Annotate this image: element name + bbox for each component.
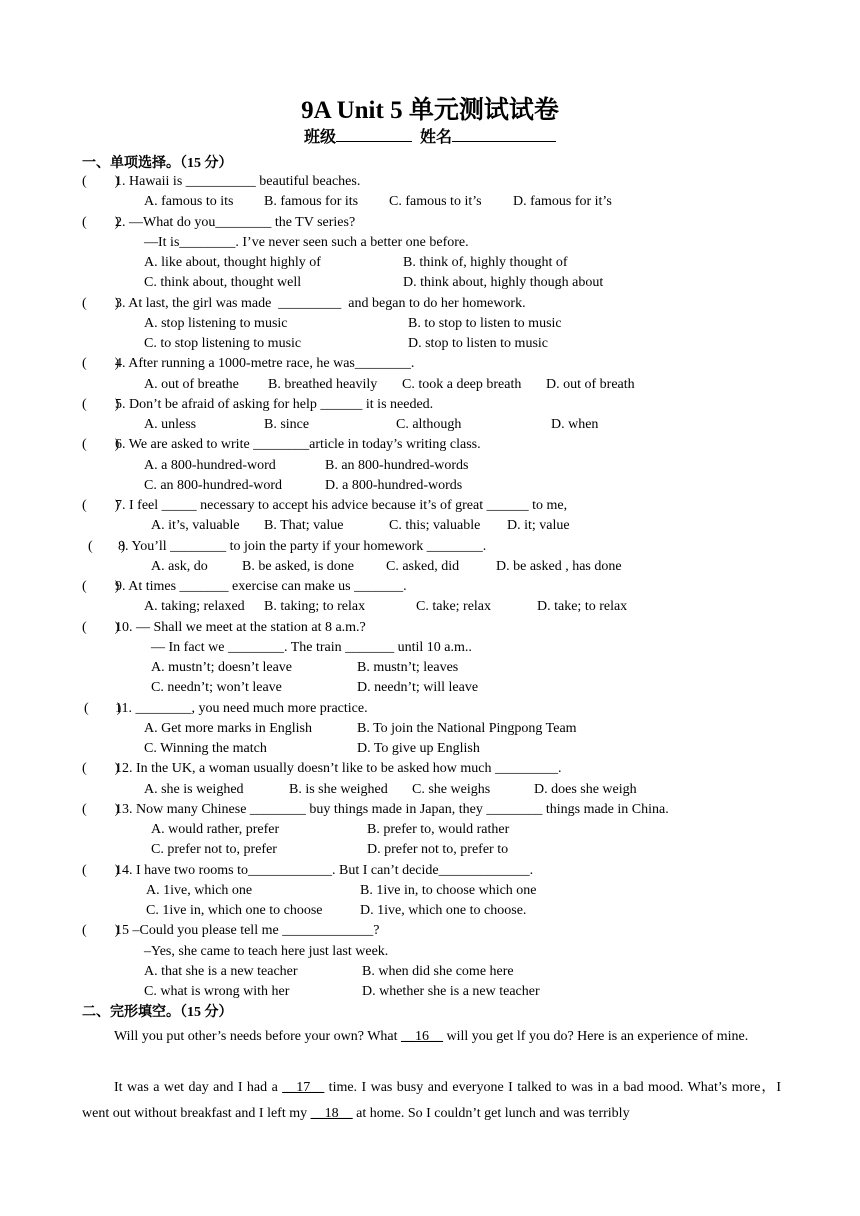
option-a[interactable]: A. it’s, valuable [151, 518, 240, 534]
option-c[interactable]: C. this; valuable [389, 518, 481, 534]
option-a[interactable]: A. taking; relaxed [144, 599, 245, 615]
option-a[interactable]: A. that she is a new teacher [144, 963, 298, 979]
option-c[interactable]: C. prefer not to, prefer [151, 842, 277, 858]
question-dialogue-line: –Yes, she came to teach here just last week. [144, 943, 389, 959]
answer-bracket[interactable]: ( ) [82, 356, 120, 372]
option-b[interactable]: B. an 800-hundred-words [325, 457, 469, 473]
answer-bracket[interactable]: ( ) [82, 761, 120, 777]
option-c[interactable]: C. took a deep breath [402, 376, 522, 392]
question-stem: 12. In the UK, a woman usually doesn’t like to be asked how much _________. [115, 761, 562, 777]
answer-bracket[interactable]: ( ) [84, 700, 122, 716]
option-a[interactable]: A. famous to its [144, 194, 234, 210]
page-title: 9A Unit 5 单元测试试卷 [301, 97, 559, 124]
question-stem: 10. — Shall we meet at the station at 8 a.m.? [115, 619, 366, 635]
option-a[interactable]: A. 1ive, which one [146, 882, 253, 898]
option-b[interactable]: B. is she weighed [289, 781, 388, 797]
question-stem: 8. You’ll ________ to join the party if your homework ________. [118, 538, 487, 554]
answer-bracket[interactable]: ( ) [82, 801, 120, 817]
option-c[interactable]: C. what is wrong with her [144, 984, 290, 999]
answer-bracket[interactable]: ( ) [82, 174, 120, 189]
question-stem: 4. After running a 1000-metre race, he was________. [115, 356, 415, 372]
option-b[interactable]: B. think of, highly thought of [403, 255, 568, 270]
option-b[interactable]: B. when did she come here [362, 963, 514, 979]
cloze-blank-17[interactable]: __17__ [282, 1080, 325, 1095]
option-b[interactable]: B. famous for its [264, 194, 359, 210]
option-b[interactable]: B. to stop to listen to music [408, 315, 562, 331]
option-d[interactable]: D. does she weigh [534, 781, 637, 797]
option-c[interactable]: C. needn’t; won’t leave [151, 680, 282, 696]
option-b[interactable]: B. taking; to relax [264, 599, 366, 615]
option-d[interactable]: D. famous for it’s [513, 194, 612, 210]
option-d[interactable]: D. a 800-hundred-words [325, 477, 463, 493]
answer-bracket[interactable]: ( ) [82, 923, 120, 939]
option-a[interactable]: A. she is weighed [144, 781, 244, 797]
question-stem: 2. —What do you________ the TV series? [115, 214, 356, 230]
question-stem: 15 –Could you please tell me _____________? [115, 923, 380, 939]
name-label: 姓名 [420, 129, 453, 146]
option-c[interactable]: C. 1ive in, which one to choose [146, 903, 323, 918]
cloze-paragraph-2 [82, 1075, 781, 1127]
option-d[interactable]: D. when [551, 417, 599, 432]
answer-bracket[interactable]: ( ) [88, 538, 126, 554]
question-stem: 11. ________, you need much more practice. [115, 700, 368, 716]
name-blank[interactable] [452, 127, 556, 142]
option-d[interactable]: D. take; to relax [537, 599, 628, 615]
option-a[interactable]: A. stop listening to music [144, 315, 288, 331]
class-blank[interactable] [336, 127, 412, 142]
option-c[interactable]: C. to stop listening to music [144, 336, 302, 351]
option-d[interactable]: D. 1ive, which one to choose. [360, 903, 527, 918]
answer-bracket[interactable]: ( ) [82, 396, 120, 412]
question-stem: 3. At last, the girl was made _________ and began to do her homework. [115, 295, 526, 311]
answer-bracket[interactable]: ( ) [82, 579, 120, 594]
option-d[interactable]: D. To give up English [357, 741, 480, 756]
option-c[interactable]: C. think about, thought well [144, 275, 302, 291]
question-stem: 7. I feel _____ necessary to accept his advice because it’s of great ______ to me, [115, 498, 568, 513]
option-a[interactable]: A. a 800-hundred-word [144, 457, 276, 473]
option-d[interactable]: D. be asked , has done [496, 558, 622, 574]
option-a[interactable]: A. unless [144, 417, 197, 432]
cloze-paragraph-1 [82, 1024, 781, 1050]
answer-bracket[interactable]: ( ) [82, 214, 120, 230]
cloze-text: will you get lf you do? Here is an experience of mine. [443, 1029, 749, 1044]
answer-bracket[interactable]: ( ) [82, 862, 120, 878]
section1-heading: 一、单项选择。（15 分） [82, 156, 233, 171]
question-stem: 6. We are asked to write ________article in today’s writing class. [115, 437, 481, 453]
answer-bracket[interactable]: ( ) [82, 498, 120, 513]
cloze-blank-16[interactable]: __16__ [401, 1029, 444, 1044]
option-a[interactable]: A. out of breathe [144, 376, 239, 392]
option-a[interactable]: A. Get more marks in English [144, 720, 312, 736]
answer-bracket[interactable]: ( ) [82, 437, 120, 453]
option-b[interactable]: B. mustn’t; leaves [357, 660, 459, 675]
option-b[interactable]: B. To join the National Pingpong Team [357, 720, 577, 736]
question-stem: 13. Now many Chinese ________ buy things made in Japan, they ________ things made in China. [115, 801, 669, 817]
option-d[interactable]: D. think about, highly though about [403, 275, 604, 291]
option-c[interactable]: C. take; relax [416, 599, 492, 615]
option-b[interactable]: B. breathed heavily [268, 376, 378, 392]
question-stem: 1. Hawaii is __________ beautiful beaches. [115, 174, 361, 189]
option-c[interactable]: C. famous to it’s [389, 194, 482, 210]
option-b[interactable]: B. prefer to, would rather [367, 822, 510, 837]
section2-heading: 二、完形填空。（15 分） [82, 1005, 233, 1020]
option-d[interactable]: D. stop to listen to music [408, 336, 548, 351]
question-dialogue-line: — In fact we ________. The train _______ until 10 a.m.. [151, 639, 472, 655]
answer-bracket[interactable]: ( ) [82, 619, 120, 635]
option-a[interactable]: A. mustn’t; doesn’t leave [151, 660, 293, 675]
cloze-blank-18[interactable]: __18__ [310, 1106, 353, 1121]
cloze-text: It was a wet day and I had a [114, 1080, 283, 1095]
option-d[interactable]: D. it; value [507, 518, 570, 534]
option-d[interactable]: D. whether she is a new teacher [362, 984, 540, 999]
option-c[interactable]: C. asked, did [386, 558, 460, 574]
option-c[interactable]: C. Winning the match [144, 741, 267, 756]
question-dialogue-line: —It is________. I’ve never seen such a better one before. [144, 234, 469, 250]
class-label: 班级 [303, 129, 336, 146]
option-c[interactable]: C. an 800-hundred-word [144, 477, 283, 493]
option-d[interactable]: D. out of breath [546, 376, 635, 392]
question-stem: 9. At times _______ exercise can make us _______. [115, 579, 407, 594]
cloze-text: Will you put other’s needs before your own? What [114, 1029, 402, 1044]
option-b[interactable]: B. That; value [264, 518, 344, 534]
question-stem: 5. Don’t be afraid of asking for help ______ it is needed. [115, 396, 434, 412]
option-d[interactable]: D. prefer not to, prefer to [367, 842, 509, 858]
option-b[interactable]: B. 1ive in, to choose which one [360, 882, 537, 898]
answer-bracket[interactable]: ( ) [82, 295, 120, 311]
option-a[interactable]: A. like about, thought highly of [144, 255, 321, 270]
cloze-text: time. I was busy and everyone I talked to was in a bad mood. What’s more，I went out without breakfast and I left my [82, 1080, 781, 1121]
option-c[interactable]: C. she weighs [412, 781, 491, 797]
cloze-text: at home. So I couldn’t get lunch and was terribly [352, 1106, 630, 1121]
option-a[interactable]: A. ask, do [151, 558, 208, 574]
option-d[interactable]: D. needn’t; will leave [357, 680, 479, 696]
option-b[interactable]: B. be asked, is done [242, 558, 354, 574]
option-b[interactable]: B. since [264, 417, 310, 432]
option-a[interactable]: A. would rather, prefer [151, 822, 280, 837]
class-name-line [0, 124, 860, 147]
question-stem: 14. I have two rooms to____________. But I can’t decide_____________. [115, 862, 534, 878]
option-c[interactable]: C. although [396, 417, 462, 432]
